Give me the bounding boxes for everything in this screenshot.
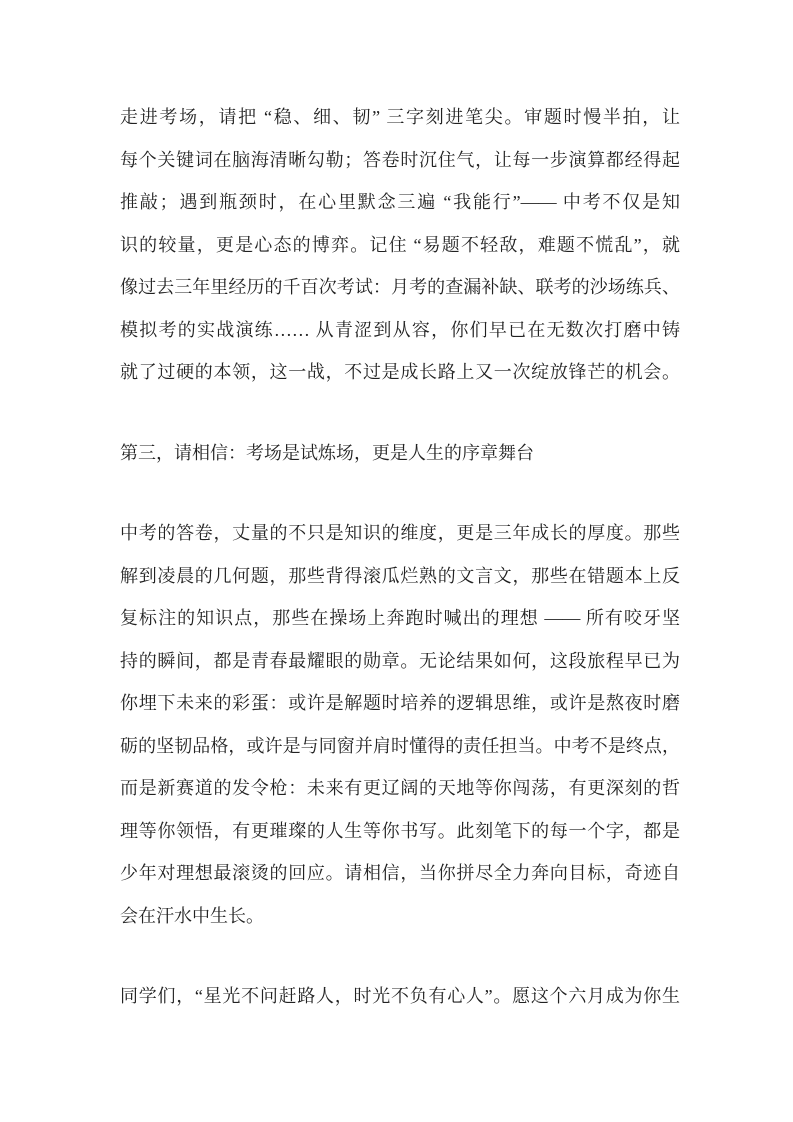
text-line: 少年对理想最滚烫的回应。请相信，当你拼尽全力奔向目标，奇迹自	[120, 863, 680, 883]
text-line: 就了过硬的本领，这一战，不过是成长路上又一次绽放锋芒的机会。	[120, 362, 680, 382]
document-body	[120, 96, 680, 1018]
text-line: 而是新赛道的发令枪：未来有更辽阔的天地等你闯荡，有更深刻的哲	[120, 778, 680, 798]
paragraph	[120, 512, 680, 937]
text-line: 你埋下未来的彩蛋：或许是解题时培养的逻辑思维，或许是熬夜时磨	[120, 693, 680, 713]
text-line: 同学们，“星光不问赶路人，时光不负有心人”。愿这个六月成为你生	[120, 986, 680, 1006]
text-line: 持的瞬间，都是青春最耀眼的勋章。无论结果如何，这段旅程早已为	[120, 650, 680, 671]
paragraph	[120, 96, 680, 394]
text-line: 识的较量，更是心态的博弈。记住 “易题不轻敌，难题不慌乱”，就	[120, 234, 680, 255]
text-line: 砺的坚韧品格，或许是与同窗并肩时懂得的责任担当。中考不是终点，	[120, 735, 680, 756]
text-line: 推敲；遇到瓶颈时，在心里默念三遍 “我能行”—— 中考不仅是知	[120, 192, 680, 212]
text-line: 每个关键词在脑海清晰勾勒；答卷时沉住气，让每一步演算都经得起	[120, 149, 680, 170]
section-heading	[120, 432, 680, 475]
text-line: 复标注的知识点，那些在操场上奔跑时喊出的理想 —— 所有咬牙坚	[120, 608, 680, 628]
text-line: 会在汗水中生长。	[120, 905, 264, 926]
heading-text-line: 第三，请相信：考场是试炼场，更是人生的序章舞台	[120, 442, 534, 463]
text-line: 模拟考的实战演练…… 从青涩到从容，你们早已在无数次打磨中铸	[120, 319, 680, 340]
text-line: 解到凌晨的几何题，那些背得滚瓜烂熟的文言文，那些在错题本上反	[120, 565, 680, 586]
text-line: 走进考场，请把 “稳、细、韧” 三字刻进笔尖。审题时慢半拍，让	[120, 107, 680, 127]
text-line: 中考的答卷，丈量的不只是知识的维度，更是三年成长的厚度。那些	[120, 523, 680, 543]
paragraph	[120, 975, 680, 1018]
text-line: 理等你领悟，有更璀璨的人生等你书写。此刻笔下的每一个字，都是	[120, 820, 680, 841]
text-line: 像过去三年里经历的千百次考试：月考的查漏补缺、联考的沙场练兵、	[120, 277, 680, 297]
